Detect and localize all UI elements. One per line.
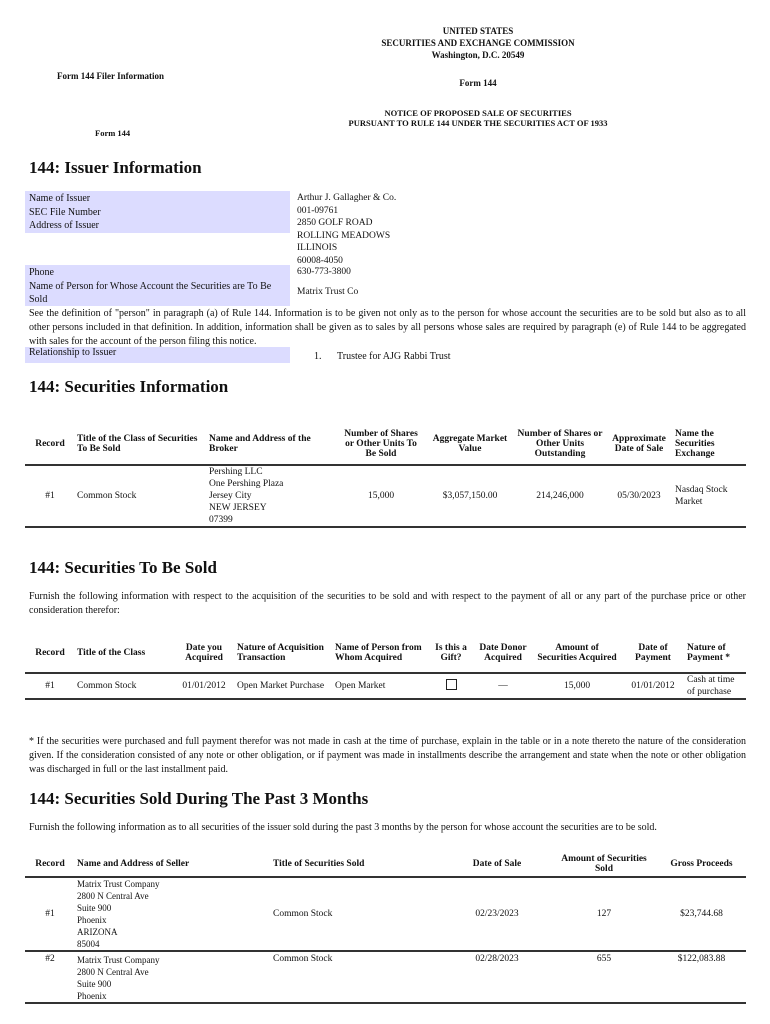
address-line: 60008-4050 (297, 255, 343, 266)
to-be-sold-table (25, 633, 746, 700)
title-sold-cell: Common Stock (271, 951, 443, 1003)
table-row (25, 951, 746, 1003)
outstanding-cell: 214,246,000 (515, 465, 605, 527)
col-record: Record (25, 851, 75, 877)
address-line: ILLINOIS (297, 243, 338, 253)
record-cell: #1 (25, 673, 75, 699)
person-value: Matrix Trust Co (297, 287, 359, 297)
gift-checkbox[interactable] (446, 679, 457, 690)
seller-cell (75, 877, 271, 951)
person-definition: See the definition of "person" in paragraph (a) of Rule 144. Information is to be given not only as to the person for whose account the securities are to be sold but also as to all other persons included in that definition. In addition, information shall be given as to sales by all persons whose sales are required by paragraph (e) of Rule 144 to be aggregated with sales for the account of the person filing this notice. (29, 308, 746, 347)
col-payment-date: Date of Payment (621, 633, 685, 673)
issuer-labels (29, 192, 101, 233)
notice-title (300, 108, 656, 128)
col-market-value: Aggregate Market Value (425, 424, 515, 465)
sec-file-value: 001-09761 (297, 205, 339, 216)
issuer-name-value: Arthur J. Gallagher & Co. (297, 193, 397, 203)
address-line: ROLLING MEADOWS (297, 230, 391, 241)
sec-file-label: SEC File Number (29, 206, 101, 218)
col-broker: Name and Address of the Broker (207, 424, 337, 465)
sale-date-cell: 05/30/2023 (605, 465, 673, 527)
agency-line: SECURITIES AND EXCHANGE COMMISSION (381, 38, 575, 48)
payment-footnote: * If the securities were purchased and full payment therefor was not made in cash at the time of purchase, explain in the table or in a note thereto the nature of the consideration given. If the consideration consisted of any note or other obligation, or if payment was made in installments describe the arrangement and state when the note or other obligation was discharged in full or the last installment paid. (29, 736, 746, 775)
shares-cell: 15,000 (337, 465, 425, 527)
col-title: Title of the Class (75, 633, 173, 673)
nature-cell: Open Market Purchase (235, 673, 333, 699)
col-seller: Name and Address of Seller (75, 851, 271, 877)
record-cell: #1 (25, 877, 75, 951)
proceeds-cell: $122,083.88 (657, 951, 746, 1003)
address-line: 2850 GOLF ROAD (297, 218, 373, 228)
person-label: Name of Person for Whose Account the Securities are To Be Sold (29, 280, 272, 305)
notice-line: PURSUANT TO RULE 144 UNDER THE SECURITIES ACT OF 1933 (348, 118, 608, 128)
relationship-value: Trustee for AJG Rabbi Trust (337, 351, 451, 362)
payment-date-cell: 01/01/2012 (621, 673, 685, 699)
donor-date-cell: — (473, 673, 533, 699)
amount-sold-cell: 127 (551, 877, 657, 951)
notice-line: NOTICE OF PROPOSED SALE OF SECURITIES (384, 108, 572, 118)
col-title-class: Title of the Class of Securities To Be Sold (75, 424, 207, 465)
agency-line: UNITED STATES (442, 26, 514, 36)
seller-line: Suite 900 (77, 903, 112, 913)
relationship-label: Relationship to Issuer (29, 347, 117, 358)
broker-line: 07399 (209, 515, 233, 525)
col-from-whom: Name of Person from Whom Acquired (333, 633, 429, 673)
col-payment-nature: Nature of Payment * (685, 633, 746, 673)
col-title-sold: Title of Securities Sold (271, 851, 443, 877)
to-be-sold-intro: Furnish the following information with respect to the acquisition of the securities to be sold and with respect to the payment of all or any part of the purchase price or other consideration therefor: (29, 591, 746, 616)
table-row (25, 877, 746, 951)
gift-cell (429, 673, 473, 699)
sale-date-cell: 02/23/2023 (443, 877, 551, 951)
phone-value: 630-773-3800 (297, 267, 351, 277)
amount-sold-cell: 655 (551, 951, 657, 1003)
table-row (25, 673, 746, 699)
address-label: Address of Issuer (29, 220, 99, 231)
col-gross-proceeds: Gross Proceeds (657, 851, 746, 877)
seller-line: ARIZONA (77, 927, 118, 937)
record-cell: #2 (25, 951, 75, 1003)
from-whom-cell: Open Market (333, 673, 429, 699)
col-amount: Amount of Securities Acquired (533, 633, 621, 673)
issuer-name-label: Name of Issuer (29, 193, 91, 204)
seller-line: Phoenix (77, 915, 107, 925)
payment-nature-cell: Cash at time of purchase (685, 673, 746, 699)
seller-line: Matrix Trust Company (77, 955, 160, 965)
filer-info-label: Form 144 Filer Information (57, 71, 165, 81)
broker-line: Jersey City (209, 491, 252, 501)
seller-line: 85004 (77, 939, 100, 949)
col-date-acquired: Date you Acquired (173, 633, 235, 673)
form-label: Form 144 (95, 128, 131, 138)
date-acquired-cell: 01/01/2012 (173, 673, 235, 699)
title-cell: Common Stock (75, 673, 173, 699)
col-outstanding: Number of Shares or Other Units Outstanding (515, 424, 605, 465)
relationship-number: 1. (314, 351, 322, 362)
past-3-months-intro: Furnish the following information as to all securities of the issuer sold during the past 3 months by the person for whose account the securities are to be sold. (29, 822, 657, 833)
form-title: Form 144 (459, 78, 497, 88)
market-value-cell: $3,057,150.00 (425, 465, 515, 527)
phone-person-labels (29, 266, 289, 307)
col-sale-date: Approximate Date of Sale (605, 424, 673, 465)
issuer-values (297, 192, 396, 267)
phone-label: Phone (29, 267, 54, 278)
title-sold-cell: Common Stock (271, 877, 443, 951)
col-nature: Nature of Acquisition Transaction (235, 633, 333, 673)
col-record: Record (25, 424, 75, 465)
securities-info-table (25, 424, 746, 528)
broker-line: Pershing LLC (209, 467, 263, 477)
col-donor-date: Date Donor Acquired (473, 633, 533, 673)
col-record: Record (25, 633, 75, 673)
to-be-sold-heading: 144: Securities To Be Sold (29, 558, 217, 577)
seller-line: 2800 N Central Ave (77, 891, 149, 901)
issuer-heading: 144: Issuer Information (29, 158, 202, 177)
seller-line: Suite 900 (77, 979, 112, 989)
past-sales-table (25, 851, 746, 1004)
broker-line: One Pershing Plaza (209, 479, 284, 489)
col-exchange: Name the Securities Exchange (673, 424, 746, 465)
record-cell: #1 (25, 465, 75, 527)
title-cell: Common Stock (75, 465, 207, 527)
table-row (25, 465, 746, 527)
seller-line: 2800 N Central Ave (77, 967, 149, 977)
agency-line: Washington, D.C. 20549 (431, 50, 525, 60)
proceeds-cell: $23,744.68 (657, 877, 746, 951)
col-shares: Number of Shares or Other Units To Be Sold (337, 424, 425, 465)
securities-info-heading: 144: Securities Information (29, 377, 229, 396)
seller-line: Phoenix (77, 991, 107, 1001)
amount-cell: 15,000 (533, 673, 621, 699)
exchange-cell: Nasdaq Stock Market (673, 465, 746, 527)
broker-cell (207, 465, 337, 527)
col-gift: Is this a Gift? (429, 633, 473, 673)
past-3-months-heading: 144: Securities Sold During The Past 3 Months (29, 789, 369, 808)
seller-cell (75, 951, 271, 1003)
seller-line: Matrix Trust Company (77, 879, 160, 889)
col-sale-date: Date of Sale (443, 851, 551, 877)
col-amount-sold: Amount of Securities Sold (551, 851, 657, 877)
sale-date-cell: 02/28/2023 (443, 951, 551, 1003)
agency-header (300, 25, 656, 61)
broker-line: NEW JERSEY (209, 503, 267, 513)
